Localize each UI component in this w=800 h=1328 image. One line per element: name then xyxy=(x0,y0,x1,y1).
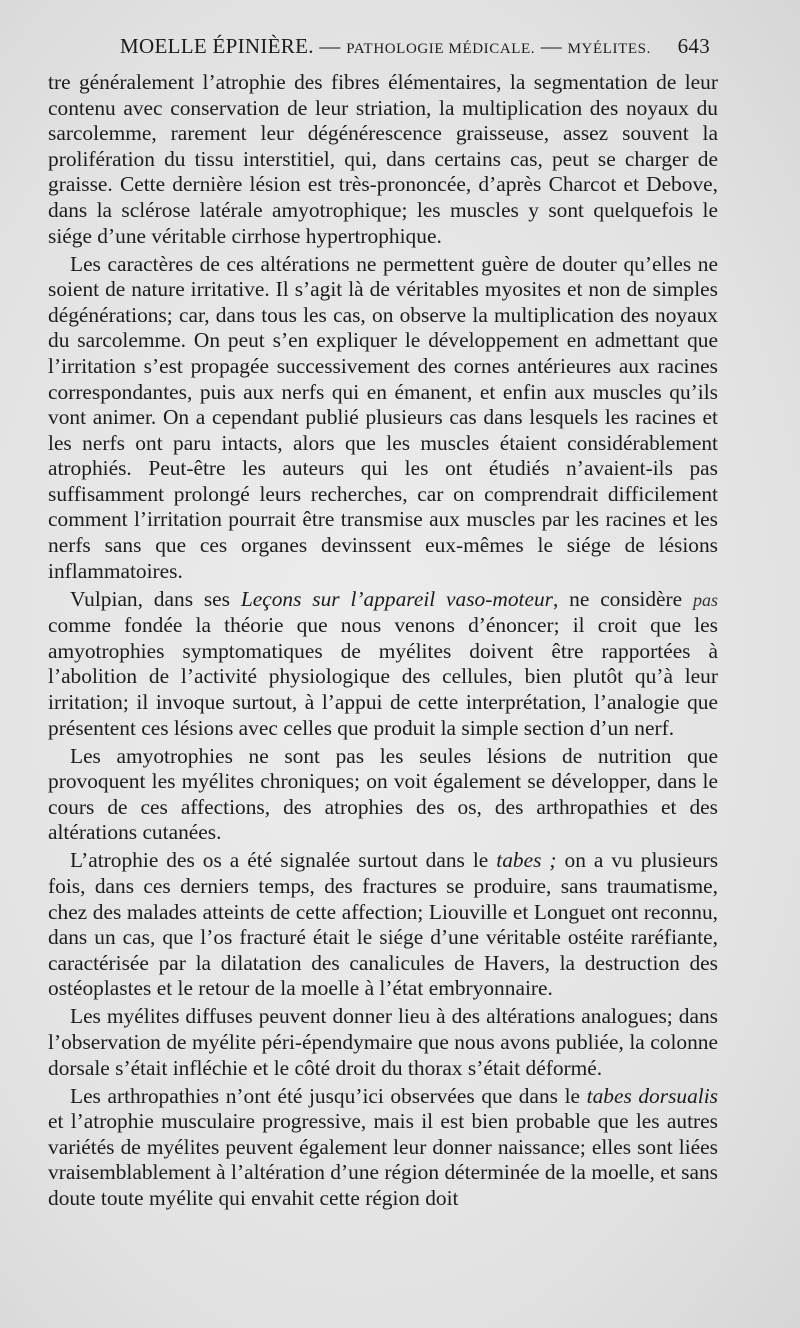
paragraph xyxy=(48,252,718,585)
header-dash: — xyxy=(540,34,563,58)
paragraph-text: , ne considère xyxy=(552,586,693,611)
paragraph xyxy=(48,744,718,846)
paragraph-text: Les amyotrophies ne sont pas les seules lésions de nutrition que provoquent les myélites chroniques; on voit également se développer, dans le cours de ces affections, des atrophies des os, des arthropathies et des altérations cutanées. xyxy=(48,743,718,845)
paragraph-text: Les caractères de ces altérations ne permettent guère de douter qu’elles ne soient de nature irritative. Il s’agit là de véritables myosites et non de simples dégénérations; car, dans tous les cas, on observe la multiplication des noyaux du sarcolemme. On peut s’en expliquer le développement en admettant que l’irritation s’est propagée successivement des cornes antérieures aux racines correspondantes, puis aux nerfs qui en émanent, et enfin aux muscles qu’ils vont animer. On a cependant publié plusieurs cas dans lesquels les racines et les nerfs ont paru intacts, alors que les muscles étaient considérablement atrophiés. Peut-être les auteurs qui les ont étudiés n’avaient-ils pas suffisamment prolongé leurs recherches, car on comprendrait difficilement comment l’irritation pourrait être transmise aux muscles par les racines et les nerfs sans que ces organes devinssent eux-mêmes le siége de lésions inflammatoires. xyxy=(48,251,718,583)
italic-text: Leçons sur l’appareil vaso-moteur xyxy=(240,586,553,611)
page-number: 643 xyxy=(677,34,710,58)
paragraph xyxy=(48,848,718,1002)
paragraph xyxy=(48,1084,718,1212)
paragraph-text: on a vu plusieurs fois, dans ces derniers temps, des fractures se produire, sans traumatisme, chez des malades atteints de cette affection; Liouville et Longuet ont reconnu, dans un cas, que l’os fracturé était le siége d’une véritable ostéite raréfiante, caractérisée par la dilatation des canalicules de Havers, la destruction des ostéoplastes et le retour de la moelle à l’état embryonnaire. xyxy=(48,848,719,1001)
paragraph-text: Vulpian, dans ses xyxy=(70,586,241,611)
paragraph-text: comme fondée la théorie que nous venons d’énoncer; il croit que les amyotrophies symptomatiques de myélites doivent être rapportées à l’abolition de l’activité physiologique des cellules, bien plutôt qu’à leur irritation; il invoque surtout, à l’appui de cette interprétation, l’analogie que présentent ces lésions avec celles que produit la simple section d’un nerf. xyxy=(48,613,718,740)
italic-text: tabes dorsualis xyxy=(586,1083,719,1108)
italic-text: tabes ; xyxy=(496,848,557,873)
paragraph-text: tre généralement l’atrophie des fibres élémentaires, la segmentation de leur contenu avec conservation de leur striation, la multiplication des noyaux du sarcolemme, rarement leur dégénérescence graisseuse, assez souvent la prolifération du tissu interstitiel, qui, dans certains cas, peut se charger de graisse. Cette dernière lésion est très-prononcée, d’après Charcot et Debove, dans la sclérose latérale amyotrophique; les muscles y sont quelquefois le siége d’une véritable cirrhose hypertrophique. xyxy=(48,70,718,248)
header-section: PATHOLOGIE MÉDICALE. xyxy=(346,41,536,57)
paragraph-text: L’atrophie des os a été signalée surtout dans le xyxy=(70,848,497,873)
running-header xyxy=(120,34,710,59)
paragraph xyxy=(48,70,718,249)
paragraph xyxy=(48,1004,718,1081)
header-dash: — xyxy=(319,34,341,58)
paragraph-text: et l’atrophie musculaire progressive, mais il est bien probable que les autres variétés de myélites peuvent également leur donner naissance; elles sont liées vraisemblablement à l’altération d’une région déterminée de la moelle, et sans doute toute myélite qui envahit cette région doit xyxy=(48,1109,718,1210)
paragraph-text: Les arthropathies n’ont été jusqu’ici observées que dans le xyxy=(70,1083,587,1108)
paragraph xyxy=(48,587,718,742)
running-title xyxy=(120,34,678,59)
header-subsection: MYÉLITES. xyxy=(567,41,651,57)
handwritten-note: pas xyxy=(692,589,718,610)
header-title: MOELLE ÉPINIÈRE. xyxy=(120,34,314,58)
paragraph-text: Les myélites diffuses peuvent donner lieu à des altérations analogues; dans l’observation de myélite péri-épendymaire que nous avons publiée, la colonne dorsale s’était infléchie et le côté droit du thorax s’était déformé. xyxy=(48,1004,718,1080)
body-text xyxy=(48,70,718,1214)
